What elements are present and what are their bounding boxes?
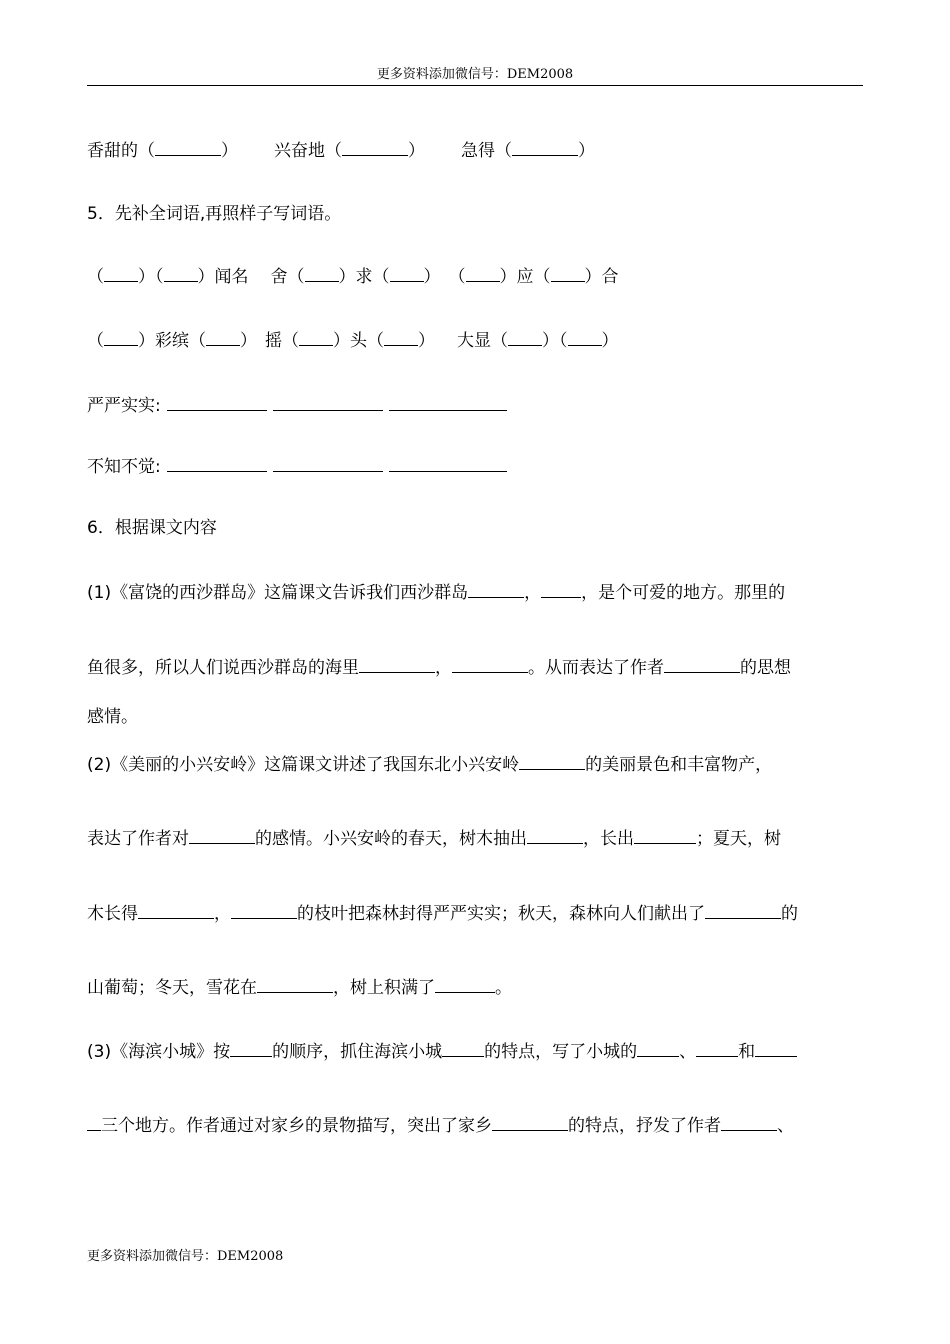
q5-text: ）	[423, 267, 441, 287]
q5-text: ）彩缤（	[138, 331, 206, 351]
answer-blank[interactable]	[167, 455, 267, 472]
q5-example-2	[87, 455, 507, 478]
answer-blank[interactable]	[527, 827, 583, 844]
q6-text: 和	[738, 1042, 756, 1062]
q6-text: 的	[781, 904, 798, 924]
answer-blank[interactable]	[87, 1114, 101, 1131]
q4-text: 兴奋地（	[274, 141, 342, 161]
answer-blank[interactable]	[568, 329, 602, 346]
q6-text: 的感情。小兴安岭的春天，树木抽出	[255, 829, 527, 849]
q5-example-1	[87, 394, 507, 417]
q6-text: ，树上积满了	[333, 978, 435, 998]
q6-p1-line-3: 感情。	[87, 707, 138, 727]
answer-blank[interactable]	[273, 455, 383, 472]
q6-text: 鱼很多，所以人们说西沙群岛的海里	[87, 658, 359, 678]
answer-blank[interactable]	[541, 581, 581, 598]
answer-blank[interactable]	[435, 976, 495, 993]
q6-text: ，长出	[583, 829, 634, 849]
answer-blank[interactable]	[138, 902, 214, 919]
answer-blank[interactable]	[189, 827, 255, 844]
answer-blank[interactable]	[273, 394, 383, 411]
q6-text: ，	[435, 658, 452, 678]
answer-blank[interactable]	[257, 976, 333, 993]
answer-blank[interactable]	[389, 394, 507, 411]
answer-blank[interactable]	[342, 139, 408, 156]
q5-text: ）头（	[333, 331, 384, 351]
answer-blank[interactable]	[390, 265, 424, 282]
q6-text: ；夏天，树	[696, 829, 781, 849]
answer-blank[interactable]	[696, 1040, 738, 1057]
q6-text: 的思想	[740, 658, 791, 678]
answer-blank[interactable]	[519, 753, 585, 770]
q5-text: （	[87, 331, 104, 351]
answer-blank[interactable]	[468, 581, 524, 598]
q6-text: (1)《富饶的西沙群岛》这篇课文告诉我们西沙群岛	[87, 583, 469, 603]
answer-blank[interactable]	[384, 329, 418, 346]
q4-text: 急得（	[461, 141, 512, 161]
page-footer: 更多资料添加微信号：DEM2008	[87, 1249, 284, 1264]
answer-blank[interactable]	[389, 455, 507, 472]
q5-text: ）合	[584, 267, 619, 287]
q6-p3-line-1	[87, 1040, 797, 1063]
q5-text: ）闻名	[197, 267, 249, 287]
answer-blank[interactable]	[230, 1040, 272, 1057]
q5-text: ）	[418, 331, 435, 351]
answer-blank[interactable]	[442, 1040, 484, 1057]
q6-text: 表达了作者对	[87, 829, 189, 849]
q6-p1-line-2	[87, 656, 791, 679]
q6-text: 。	[495, 978, 512, 998]
q5-text: 舍（	[270, 267, 305, 287]
q6-p2-line-2	[87, 827, 781, 850]
q6-text: ，	[524, 583, 542, 603]
q5-text: （	[87, 267, 104, 287]
q4-text: 香甜的（	[87, 141, 155, 161]
q4-line	[87, 139, 595, 162]
q5-text: ）求（	[338, 267, 390, 287]
q6-p2-line-4	[87, 976, 512, 999]
answer-blank[interactable]	[755, 1040, 797, 1057]
q5-text: ）应（	[499, 267, 551, 287]
q5-text: ）（	[542, 331, 568, 351]
answer-blank[interactable]	[664, 656, 740, 673]
q5-text: （	[448, 267, 466, 287]
q5-text: 摇（	[265, 331, 299, 351]
q4-text: ）	[221, 141, 238, 161]
q5-text: 大显（	[457, 331, 508, 351]
header-divider	[87, 85, 863, 86]
answer-blank[interactable]	[206, 329, 240, 346]
answer-blank[interactable]	[104, 265, 138, 282]
q6-text: ，是个可爱的地方。那里的	[581, 583, 786, 603]
example-word: 严严实实:	[87, 396, 161, 416]
q6-text: 。从而表达了作者	[528, 658, 664, 678]
q5-row-2	[87, 329, 619, 352]
q6-text: 的特点，抒发了作者	[568, 1116, 721, 1136]
q6-text: 木长得	[87, 904, 138, 924]
q6-text: 、	[777, 1116, 794, 1136]
answer-blank[interactable]	[705, 902, 781, 919]
q5-text: ）	[240, 331, 257, 351]
q4-text: ）	[578, 141, 595, 161]
page-header: 更多资料添加微信号：DEM2008	[376, 67, 574, 82]
answer-blank[interactable]	[155, 139, 221, 156]
answer-blank[interactable]	[634, 827, 696, 844]
q6-text: 的美丽景色和丰富物产，	[585, 755, 773, 775]
q6-p3-line-2	[87, 1114, 794, 1137]
question-5-title: 5．先补全词语,再照样子写词语。	[87, 204, 342, 224]
answer-blank[interactable]	[231, 902, 297, 919]
q6-text: (3)《海滨小城》按	[87, 1042, 231, 1062]
answer-blank[interactable]	[721, 1114, 777, 1131]
answer-blank[interactable]	[359, 656, 435, 673]
q6-p1-line-1	[87, 581, 785, 604]
answer-blank[interactable]	[452, 656, 528, 673]
answer-blank[interactable]	[512, 139, 578, 156]
answer-blank[interactable]	[637, 1040, 679, 1057]
answer-blank[interactable]	[508, 329, 542, 346]
q6-p2-line-3	[87, 902, 798, 925]
q5-row-1	[87, 265, 619, 288]
answer-blank[interactable]	[305, 265, 339, 282]
q6-text: (2)《美丽的小兴安岭》这篇课文讲述了我国东北小兴安岭	[87, 755, 520, 775]
q6-text: 山葡萄；冬天，雪花在	[87, 978, 257, 998]
q6-p2-line-1	[87, 753, 772, 776]
q5-text: ）	[601, 331, 619, 351]
answer-blank[interactable]	[104, 329, 138, 346]
answer-blank[interactable]	[167, 394, 267, 411]
example-word: 不知不觉:	[87, 457, 161, 477]
q6-text: 、	[679, 1042, 697, 1062]
answer-blank[interactable]	[164, 265, 198, 282]
answer-blank[interactable]	[299, 329, 333, 346]
q6-text: 的枝叶把森林封得严严实实；秋天，森林向人们献出了	[297, 904, 705, 924]
q6-text: 三个地方。作者通过对家乡的景物描写，突出了家乡	[101, 1116, 492, 1136]
answer-blank[interactable]	[551, 265, 585, 282]
q5-text: ）（	[138, 267, 164, 287]
q6-text: 的特点，写了小城的	[484, 1042, 638, 1062]
q6-text: ，	[214, 904, 231, 924]
answer-blank[interactable]	[492, 1114, 568, 1131]
answer-blank[interactable]	[466, 265, 500, 282]
q6-text: 的顺序，抓住海滨小城	[272, 1042, 443, 1062]
question-6-title: 6．根据课文内容	[87, 518, 217, 538]
q4-text: ）	[408, 141, 425, 161]
